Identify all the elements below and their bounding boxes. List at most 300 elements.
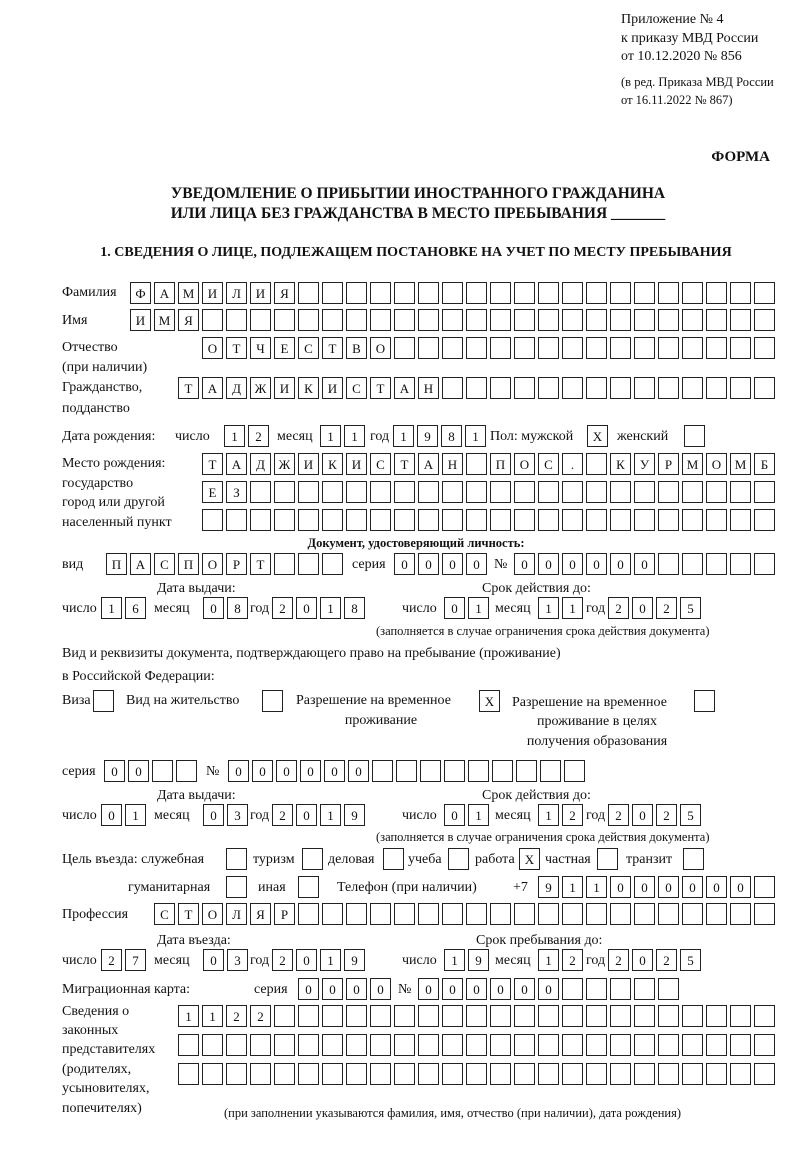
char-cell[interactable]	[490, 337, 511, 359]
char-cell[interactable]	[298, 309, 319, 331]
char-cell[interactable]	[540, 760, 561, 782]
char-cell[interactable]	[442, 337, 463, 359]
entry-day[interactable]	[101, 949, 146, 971]
char-cell[interactable]	[610, 481, 631, 503]
char-cell[interactable]	[226, 1063, 247, 1085]
char-cell[interactable]	[490, 1063, 511, 1085]
char-cell[interactable]: 2	[608, 597, 629, 619]
char-cell[interactable]	[490, 1005, 511, 1027]
char-cell[interactable]	[634, 282, 655, 304]
char-cell[interactable]: 0	[394, 553, 415, 575]
char-cell[interactable]	[562, 509, 583, 531]
char-cell[interactable]	[658, 1034, 679, 1056]
char-cell[interactable]: М	[682, 453, 703, 475]
char-cell[interactable]: Т	[322, 337, 343, 359]
char-cell[interactable]	[274, 1034, 295, 1056]
char-cell[interactable]	[634, 309, 655, 331]
char-cell[interactable]	[322, 1063, 343, 1085]
char-cell[interactable]	[418, 481, 439, 503]
char-cell[interactable]: С	[370, 453, 391, 475]
char-cell[interactable]: О	[370, 337, 391, 359]
char-cell[interactable]	[586, 337, 607, 359]
birth-place-line-2[interactable]	[202, 481, 775, 503]
char-cell[interactable]	[586, 481, 607, 503]
char-cell[interactable]	[706, 481, 727, 503]
char-cell[interactable]: X	[479, 690, 500, 712]
char-cell[interactable]: 1	[538, 597, 559, 619]
char-cell[interactable]	[754, 1034, 775, 1056]
char-cell[interactable]	[322, 553, 343, 575]
char-cell[interactable]	[466, 509, 487, 531]
char-cell[interactable]	[442, 903, 463, 925]
char-cell[interactable]: 0	[370, 978, 391, 1000]
char-cell[interactable]	[754, 509, 775, 531]
char-cell[interactable]: 6	[125, 597, 146, 619]
char-cell[interactable]	[538, 481, 559, 503]
char-cell[interactable]: Т	[394, 453, 415, 475]
char-cell[interactable]	[682, 509, 703, 531]
char-cell[interactable]: М	[178, 282, 199, 304]
char-cell[interactable]	[202, 1034, 223, 1056]
char-cell[interactable]: И	[250, 282, 271, 304]
purpose-humanitarian-checkbox[interactable]	[226, 876, 247, 898]
char-cell[interactable]	[490, 1034, 511, 1056]
char-cell[interactable]	[346, 1034, 367, 1056]
char-cell[interactable]: 0	[101, 804, 122, 826]
char-cell[interactable]	[370, 481, 391, 503]
char-cell[interactable]	[226, 309, 247, 331]
char-cell[interactable]	[514, 377, 535, 399]
char-cell[interactable]: 0	[418, 553, 439, 575]
char-cell[interactable]	[394, 282, 415, 304]
char-cell[interactable]	[754, 1005, 775, 1027]
char-cell[interactable]	[298, 1005, 319, 1027]
char-cell[interactable]: 2	[250, 1005, 271, 1027]
char-cell[interactable]: И	[202, 282, 223, 304]
char-cell[interactable]	[706, 337, 727, 359]
char-cell[interactable]	[442, 377, 463, 399]
char-cell[interactable]: М	[154, 309, 175, 331]
char-cell[interactable]	[610, 1034, 631, 1056]
char-cell[interactable]: 0	[298, 978, 319, 1000]
char-cell[interactable]: Р	[274, 903, 295, 925]
char-cell[interactable]	[730, 337, 751, 359]
char-cell[interactable]	[682, 553, 703, 575]
char-cell[interactable]	[658, 978, 679, 1000]
char-cell[interactable]: Т	[202, 453, 223, 475]
char-cell[interactable]	[538, 509, 559, 531]
char-cell[interactable]	[586, 1034, 607, 1056]
char-cell[interactable]	[492, 760, 513, 782]
stay-until-month[interactable]	[538, 949, 583, 971]
char-cell[interactable]: 0	[610, 553, 631, 575]
char-cell[interactable]	[346, 509, 367, 531]
char-cell[interactable]	[634, 481, 655, 503]
char-cell[interactable]	[682, 1063, 703, 1085]
char-cell[interactable]	[514, 1005, 535, 1027]
char-cell[interactable]: 0	[610, 876, 631, 898]
char-cell[interactable]: 1	[444, 949, 465, 971]
char-cell[interactable]: П	[490, 453, 511, 475]
char-cell[interactable]	[394, 337, 415, 359]
char-cell[interactable]: 1	[320, 804, 341, 826]
char-cell[interactable]	[178, 1063, 199, 1085]
char-cell[interactable]	[538, 1005, 559, 1027]
char-cell[interactable]	[730, 1034, 751, 1056]
char-cell[interactable]: 0	[442, 978, 463, 1000]
stay-issue-year[interactable]	[272, 804, 365, 826]
char-cell[interactable]	[514, 309, 535, 331]
char-cell[interactable]: 9	[344, 804, 365, 826]
char-cell[interactable]	[418, 337, 439, 359]
char-cell[interactable]	[586, 377, 607, 399]
char-cell[interactable]	[634, 337, 655, 359]
char-cell[interactable]: 0	[444, 804, 465, 826]
char-cell[interactable]: О	[202, 903, 223, 925]
char-cell[interactable]: 0	[346, 978, 367, 1000]
char-cell[interactable]	[383, 848, 404, 870]
char-cell[interactable]	[418, 1063, 439, 1085]
char-cell[interactable]	[682, 309, 703, 331]
char-cell[interactable]: С	[346, 377, 367, 399]
purpose-transit-checkbox[interactable]	[683, 848, 704, 870]
char-cell[interactable]: С	[538, 453, 559, 475]
char-cell[interactable]: 1	[101, 597, 122, 619]
char-cell[interactable]	[418, 903, 439, 925]
stay-series-field[interactable]	[104, 760, 197, 782]
char-cell[interactable]: З	[226, 481, 247, 503]
char-cell[interactable]	[370, 282, 391, 304]
char-cell[interactable]: Ф	[130, 282, 151, 304]
char-cell[interactable]	[610, 282, 631, 304]
char-cell[interactable]: 8	[344, 597, 365, 619]
entry-month[interactable]	[203, 949, 248, 971]
char-cell[interactable]: О	[706, 453, 727, 475]
char-cell[interactable]: 0	[252, 760, 273, 782]
char-cell[interactable]: И	[274, 377, 295, 399]
char-cell[interactable]: 0	[562, 553, 583, 575]
char-cell[interactable]: 8	[441, 425, 462, 447]
char-cell[interactable]: 1	[586, 876, 607, 898]
char-cell[interactable]	[730, 481, 751, 503]
purpose-study-checkbox[interactable]	[448, 848, 469, 870]
char-cell[interactable]: Я	[178, 309, 199, 331]
char-cell[interactable]	[466, 1034, 487, 1056]
char-cell[interactable]: 9	[468, 949, 489, 971]
char-cell[interactable]: Д	[250, 453, 271, 475]
char-cell[interactable]	[298, 876, 319, 898]
char-cell[interactable]	[562, 1063, 583, 1085]
char-cell[interactable]: 0	[490, 978, 511, 1000]
char-cell[interactable]	[394, 1063, 415, 1085]
char-cell[interactable]	[514, 509, 535, 531]
char-cell[interactable]	[658, 481, 679, 503]
char-cell[interactable]	[396, 760, 417, 782]
char-cell[interactable]: 0	[418, 978, 439, 1000]
char-cell[interactable]	[610, 337, 631, 359]
char-cell[interactable]	[202, 1063, 223, 1085]
name-field[interactable]	[130, 309, 775, 331]
char-cell[interactable]	[466, 337, 487, 359]
residence-checkbox[interactable]	[262, 690, 283, 712]
char-cell[interactable]	[202, 509, 223, 531]
char-cell[interactable]	[322, 309, 343, 331]
char-cell[interactable]: 0	[682, 876, 703, 898]
char-cell[interactable]: 5	[680, 949, 701, 971]
char-cell[interactable]	[754, 553, 775, 575]
char-cell[interactable]: П	[106, 553, 127, 575]
char-cell[interactable]	[682, 377, 703, 399]
char-cell[interactable]: 2	[101, 949, 122, 971]
char-cell[interactable]: 5	[680, 597, 701, 619]
char-cell[interactable]: 0	[296, 804, 317, 826]
char-cell[interactable]	[442, 309, 463, 331]
char-cell[interactable]	[394, 903, 415, 925]
char-cell[interactable]	[466, 453, 487, 475]
char-cell[interactable]: 0	[634, 553, 655, 575]
char-cell[interactable]	[682, 481, 703, 503]
char-cell[interactable]	[730, 1063, 751, 1085]
char-cell[interactable]	[562, 1005, 583, 1027]
char-cell[interactable]	[658, 509, 679, 531]
char-cell[interactable]	[442, 282, 463, 304]
char-cell[interactable]	[274, 309, 295, 331]
char-cell[interactable]	[682, 1034, 703, 1056]
guardians-line-3[interactable]	[178, 1063, 775, 1085]
char-cell[interactable]	[468, 760, 489, 782]
char-cell[interactable]	[658, 1005, 679, 1027]
char-cell[interactable]: 1	[562, 876, 583, 898]
char-cell[interactable]: 2	[248, 425, 269, 447]
char-cell[interactable]	[706, 903, 727, 925]
char-cell[interactable]: 3	[227, 804, 248, 826]
char-cell[interactable]: О	[514, 453, 535, 475]
char-cell[interactable]	[730, 903, 751, 925]
char-cell[interactable]: Р	[226, 553, 247, 575]
char-cell[interactable]	[597, 848, 618, 870]
char-cell[interactable]	[538, 1063, 559, 1085]
char-cell[interactable]: И	[346, 453, 367, 475]
char-cell[interactable]	[444, 760, 465, 782]
id-issue-year[interactable]	[272, 597, 365, 619]
char-cell[interactable]	[538, 377, 559, 399]
char-cell[interactable]: Р	[658, 453, 679, 475]
char-cell[interactable]: Ж	[274, 453, 295, 475]
char-cell[interactable]: 0	[706, 876, 727, 898]
char-cell[interactable]	[418, 509, 439, 531]
char-cell[interactable]	[466, 377, 487, 399]
char-cell[interactable]	[706, 282, 727, 304]
char-cell[interactable]	[490, 377, 511, 399]
char-cell[interactable]: 0	[203, 804, 224, 826]
char-cell[interactable]	[418, 1034, 439, 1056]
char-cell[interactable]: А	[418, 453, 439, 475]
char-cell[interactable]: Я	[274, 282, 295, 304]
stay-until-day[interactable]	[444, 949, 489, 971]
char-cell[interactable]	[514, 1034, 535, 1056]
char-cell[interactable]	[442, 1034, 463, 1056]
char-cell[interactable]	[466, 481, 487, 503]
char-cell[interactable]	[346, 903, 367, 925]
char-cell[interactable]	[538, 282, 559, 304]
surname-field[interactable]	[130, 282, 775, 304]
char-cell[interactable]	[682, 1005, 703, 1027]
char-cell[interactable]	[514, 337, 535, 359]
char-cell[interactable]	[516, 760, 537, 782]
char-cell[interactable]: 0	[444, 597, 465, 619]
char-cell[interactable]	[706, 1005, 727, 1027]
char-cell[interactable]	[586, 509, 607, 531]
temp-permit-checkbox[interactable]	[479, 690, 500, 712]
char-cell[interactable]: 9	[344, 949, 365, 971]
purpose-official-checkbox[interactable]	[226, 848, 247, 870]
char-cell[interactable]	[274, 509, 295, 531]
char-cell[interactable]	[298, 903, 319, 925]
char-cell[interactable]	[754, 337, 775, 359]
char-cell[interactable]	[466, 309, 487, 331]
char-cell[interactable]	[514, 903, 535, 925]
char-cell[interactable]: Т	[178, 903, 199, 925]
char-cell[interactable]: А	[226, 453, 247, 475]
stay-valid-month[interactable]	[538, 804, 583, 826]
char-cell[interactable]: 9	[538, 876, 559, 898]
char-cell[interactable]	[538, 309, 559, 331]
char-cell[interactable]	[730, 282, 751, 304]
char-cell[interactable]	[394, 1034, 415, 1056]
char-cell[interactable]: П	[178, 553, 199, 575]
char-cell[interactable]: Т	[370, 377, 391, 399]
char-cell[interactable]	[250, 1063, 271, 1085]
char-cell[interactable]: 0	[296, 597, 317, 619]
purpose-tourism-checkbox[interactable]	[302, 848, 323, 870]
edu-permit-checkbox[interactable]	[694, 690, 715, 712]
char-cell[interactable]	[370, 1005, 391, 1027]
char-cell[interactable]	[298, 553, 319, 575]
char-cell[interactable]	[152, 760, 173, 782]
char-cell[interactable]	[538, 337, 559, 359]
char-cell[interactable]	[562, 309, 583, 331]
char-cell[interactable]	[754, 282, 775, 304]
char-cell[interactable]	[514, 1063, 535, 1085]
char-cell[interactable]: 0	[466, 553, 487, 575]
char-cell[interactable]	[466, 903, 487, 925]
char-cell[interactable]	[754, 876, 775, 898]
citizenship-field[interactable]	[178, 377, 775, 399]
char-cell[interactable]: Т	[226, 337, 247, 359]
char-cell[interactable]	[538, 1034, 559, 1056]
purpose-private-checkbox[interactable]	[597, 848, 618, 870]
char-cell[interactable]	[298, 282, 319, 304]
char-cell[interactable]: С	[154, 903, 175, 925]
char-cell[interactable]	[322, 1034, 343, 1056]
char-cell[interactable]	[682, 337, 703, 359]
char-cell[interactable]: 2	[272, 949, 293, 971]
char-cell[interactable]	[684, 425, 705, 447]
char-cell[interactable]: 2	[562, 949, 583, 971]
char-cell[interactable]	[302, 848, 323, 870]
char-cell[interactable]: 0	[104, 760, 125, 782]
char-cell[interactable]	[322, 1005, 343, 1027]
char-cell[interactable]: 1	[320, 597, 341, 619]
char-cell[interactable]	[372, 760, 393, 782]
char-cell[interactable]: 0	[514, 978, 535, 1000]
char-cell[interactable]	[683, 848, 704, 870]
char-cell[interactable]	[658, 309, 679, 331]
char-cell[interactable]	[442, 481, 463, 503]
char-cell[interactable]: 0	[634, 876, 655, 898]
char-cell[interactable]	[298, 1063, 319, 1085]
char-cell[interactable]	[370, 903, 391, 925]
char-cell[interactable]: 0	[442, 553, 463, 575]
char-cell[interactable]: Н	[418, 377, 439, 399]
char-cell[interactable]	[250, 509, 271, 531]
char-cell[interactable]	[706, 553, 727, 575]
char-cell[interactable]	[562, 903, 583, 925]
char-cell[interactable]	[706, 509, 727, 531]
char-cell[interactable]	[706, 377, 727, 399]
char-cell[interactable]	[490, 481, 511, 503]
char-cell[interactable]: 0	[514, 553, 535, 575]
char-cell[interactable]	[262, 690, 283, 712]
migration-series-field[interactable]	[298, 978, 391, 1000]
char-cell[interactable]: 2	[272, 597, 293, 619]
char-cell[interactable]: X	[519, 848, 540, 870]
char-cell[interactable]: 0	[632, 949, 653, 971]
char-cell[interactable]	[586, 453, 607, 475]
char-cell[interactable]	[226, 876, 247, 898]
char-cell[interactable]: 9	[417, 425, 438, 447]
char-cell[interactable]: 0	[730, 876, 751, 898]
char-cell[interactable]	[418, 282, 439, 304]
char-cell[interactable]	[730, 377, 751, 399]
char-cell[interactable]	[322, 481, 343, 503]
char-cell[interactable]	[562, 282, 583, 304]
char-cell[interactable]	[694, 690, 715, 712]
char-cell[interactable]	[586, 282, 607, 304]
birth-year-field[interactable]	[393, 425, 486, 447]
sex-male-checkbox[interactable]	[587, 425, 608, 447]
char-cell[interactable]	[610, 377, 631, 399]
char-cell[interactable]: Б	[754, 453, 775, 475]
char-cell[interactable]: 5	[680, 804, 701, 826]
patronymic-field[interactable]	[202, 337, 775, 359]
char-cell[interactable]	[322, 903, 343, 925]
char-cell[interactable]: 1	[320, 425, 341, 447]
char-cell[interactable]	[538, 903, 559, 925]
char-cell[interactable]	[394, 481, 415, 503]
char-cell[interactable]	[754, 1063, 775, 1085]
id-valid-day[interactable]	[444, 597, 489, 619]
char-cell[interactable]	[586, 309, 607, 331]
char-cell[interactable]	[226, 848, 247, 870]
char-cell[interactable]: 0	[296, 949, 317, 971]
char-cell[interactable]: А	[202, 377, 223, 399]
char-cell[interactable]	[610, 509, 631, 531]
char-cell[interactable]: .	[562, 453, 583, 475]
char-cell[interactable]: 1	[125, 804, 146, 826]
char-cell[interactable]	[448, 848, 469, 870]
char-cell[interactable]	[754, 481, 775, 503]
char-cell[interactable]: Л	[226, 903, 247, 925]
char-cell[interactable]: 0	[228, 760, 249, 782]
char-cell[interactable]: 2	[656, 949, 677, 971]
char-cell[interactable]: 0	[632, 804, 653, 826]
char-cell[interactable]: 1	[393, 425, 414, 447]
char-cell[interactable]: 8	[227, 597, 248, 619]
char-cell[interactable]	[274, 553, 295, 575]
id-series-field[interactable]	[394, 553, 487, 575]
char-cell[interactable]	[298, 1034, 319, 1056]
